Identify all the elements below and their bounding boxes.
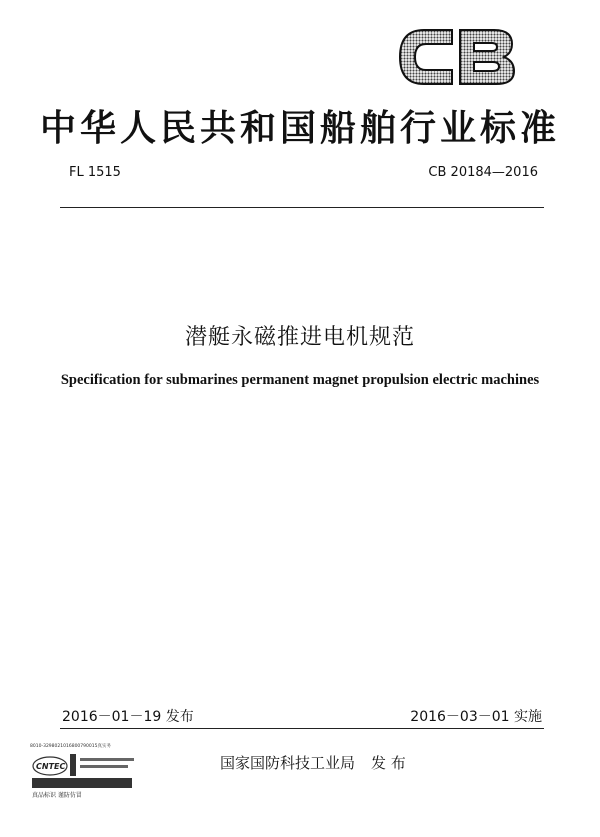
stamp-serial: 8010-3298021016800790015真实务 bbox=[30, 744, 111, 749]
stamp-brand: CNTEC bbox=[36, 762, 66, 771]
implementation-date: 2016－03－01 实施 bbox=[410, 709, 542, 725]
authenticity-stamp bbox=[28, 740, 140, 800]
footer-divider bbox=[60, 728, 544, 729]
classification-code: FL 1515 bbox=[69, 165, 121, 180]
header-divider bbox=[60, 207, 544, 208]
document-title-english: Specification for submarines permanent magnet propulsion electric machines bbox=[60, 372, 540, 388]
standard-category-title: 中华人民共和国船舶行业标准 bbox=[39, 108, 560, 149]
issuing-authority bbox=[220, 752, 406, 773]
issuer-verb: 发 布 bbox=[371, 754, 406, 772]
issue-date: 2016－01－19 发布 bbox=[62, 709, 194, 725]
document-title-chinese: 潜艇永磁推进电机规范 bbox=[184, 325, 415, 350]
issuer-name: 国家国防科技工业局 bbox=[220, 754, 356, 772]
standard-number: CB 20184—2016 bbox=[428, 165, 538, 180]
stamp-caption: 真品标识 谨防仿冒 bbox=[32, 792, 82, 799]
cb-logo bbox=[394, 24, 520, 90]
